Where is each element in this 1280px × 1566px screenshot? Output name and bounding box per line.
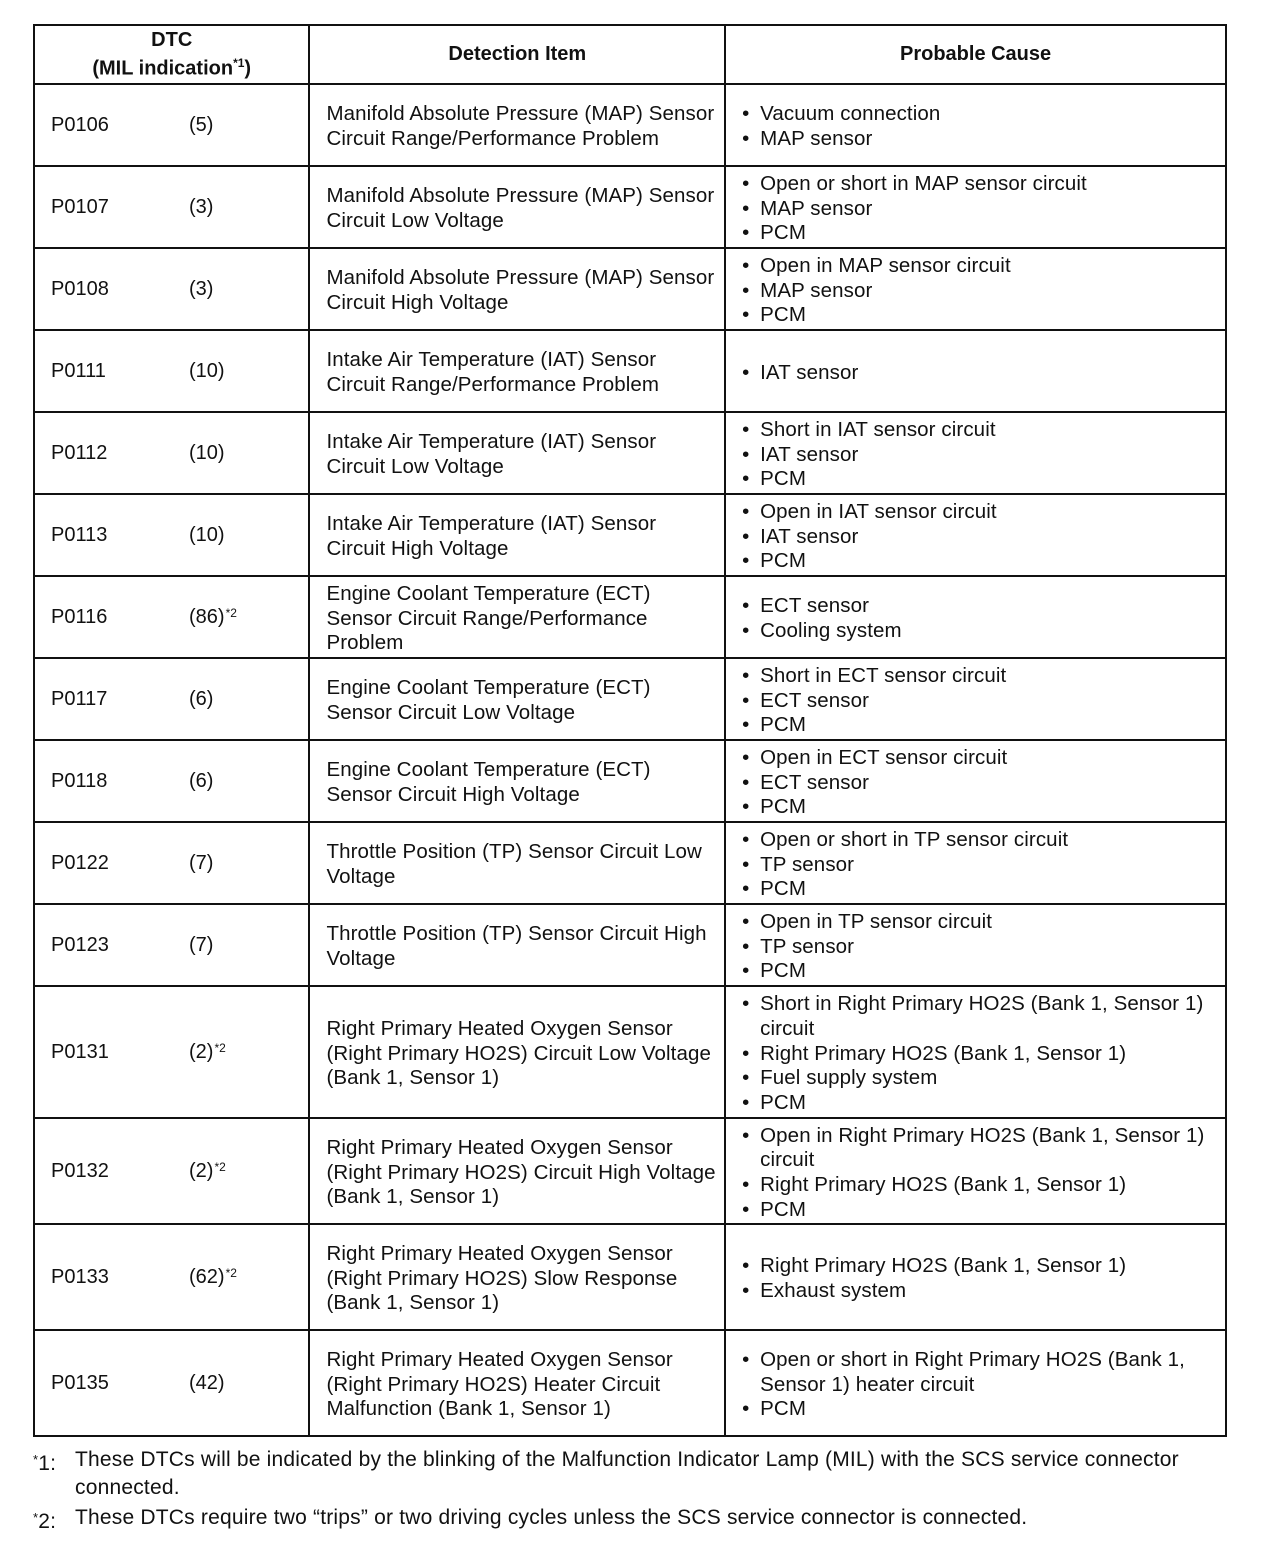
- dtc-code: P0106: [51, 113, 109, 136]
- probable-cause-item: • Open or short in Right Primary HO2S (Bank 1, Sensor 1) heater circuit: [742, 1348, 1219, 1397]
- detection-item: Throttle Position (TP) Sensor Circuit High Voltage: [326, 922, 707, 970]
- table-row: [34, 330, 1226, 412]
- probable-cause-item: • PCM: [742, 713, 1219, 738]
- dtc-cell-content: [35, 606, 308, 629]
- dtc-code: P0112: [51, 441, 108, 464]
- dtc-header-line1: DTC: [151, 28, 193, 51]
- probable-cause-cell: [725, 986, 1226, 1118]
- table-row: [34, 740, 1226, 822]
- dtc-cell: [34, 986, 309, 1118]
- mil-indication: [189, 524, 225, 547]
- dtc-cell: [34, 412, 309, 494]
- probable-cause-item: • PCM: [742, 549, 1219, 574]
- table-row: [34, 1330, 1226, 1436]
- probable-cause-cell: [725, 84, 1226, 166]
- table-header-row: [34, 25, 1226, 84]
- detection-item: Intake Air Temperature (IAT) Sensor Circuit Range/Performance Problem: [326, 348, 660, 396]
- dtc-cell-content: [35, 114, 308, 137]
- footnote-1-star: *: [33, 1452, 39, 1467]
- footnote-1-number: 1:: [38, 1452, 57, 1475]
- mil-blink-count: (2): [189, 1159, 214, 1182]
- probable-cause-cell: [725, 576, 1226, 658]
- dtc-table-body: [34, 84, 1226, 1436]
- dtc-cell: [34, 166, 309, 248]
- detection-item-cell: [309, 986, 725, 1118]
- footnote-2-mark: [33, 1504, 56, 1536]
- probable-cause-item: • PCM: [742, 877, 1219, 902]
- table-row: [34, 822, 1226, 904]
- mil-blink-count: (10): [189, 523, 225, 546]
- probable-cause-item: • Open in TP sensor circuit: [742, 910, 1219, 935]
- probable-cause-item: • Open in MAP sensor circuit: [742, 254, 1219, 279]
- dtc-cell: [34, 84, 309, 166]
- probable-cause-list: [726, 988, 1225, 1116]
- probable-cause-item: • PCM: [742, 1198, 1219, 1223]
- probable-cause-item: • ECT sensor: [742, 771, 1219, 796]
- mil-blink-count: (3): [189, 195, 214, 218]
- detection-item: Right Primary Heated Oxygen Sensor (Right Primary HO2S) Slow Response (Bank 1, Sensor 1): [326, 1241, 678, 1315]
- dtc-code: P0108: [51, 277, 109, 300]
- mil-indication: [189, 442, 225, 465]
- footnote-1-mark: [33, 1446, 56, 1478]
- dtc-code: P0122: [51, 851, 109, 874]
- mil-blink-count: (3): [189, 277, 214, 300]
- detection-item-cell: [309, 1224, 725, 1330]
- mil-indication: [189, 688, 213, 711]
- detection-item: Intake Air Temperature (IAT) Sensor Circuit Low Voltage: [326, 430, 657, 478]
- mil-blink-count: (6): [189, 769, 214, 792]
- dtc-code: P0132: [51, 1159, 109, 1182]
- detection-item: Right Primary Heated Oxygen Sensor (Right Primary HO2S) Circuit High Voltage (Bank 1, Sensor 1): [326, 1135, 716, 1209]
- mil-indication: [189, 1266, 237, 1289]
- dtc-cell: [34, 1224, 309, 1330]
- probable-cause-item: • Short in IAT sensor circuit: [742, 418, 1219, 443]
- probable-cause-item: • Short in ECT sensor circuit: [742, 664, 1219, 689]
- dtc-code: P0113: [51, 523, 108, 546]
- dtc-cell-content: [35, 278, 308, 301]
- dtc-cell-content: [35, 1160, 308, 1183]
- dtc-header-footnote-ref: *1: [233, 55, 245, 70]
- probable-cause-cell: [725, 412, 1226, 494]
- probable-cause-list: [726, 906, 1225, 984]
- footnote-1-text: These DTCs will be indicated by the blinking of the Malfunction Indicator Lamp (MIL) with the SCS service connector connected.: [75, 1448, 1179, 1499]
- mil-indication: [189, 114, 213, 137]
- dtc-code: P0118: [51, 769, 108, 792]
- mil-indication: [189, 1041, 226, 1064]
- probable-cause-item: • PCM: [742, 1397, 1219, 1422]
- dtc-header-close: ): [244, 57, 252, 80]
- dtc-code: P0123: [51, 933, 109, 956]
- detection-item: Engine Coolant Temperature (ECT) Sensor Circuit Range/Performance Problem: [326, 581, 651, 655]
- mil-indication: [189, 278, 213, 301]
- detection-item: Throttle Position (TP) Sensor Circuit Low Voltage: [326, 840, 702, 888]
- probable-cause-list: [726, 414, 1225, 492]
- mil-indication: [189, 606, 237, 629]
- detection-item-cell: [309, 330, 725, 412]
- probable-cause-cell: [725, 740, 1226, 822]
- dtc-header-line2: [35, 52, 308, 81]
- detection-item: Manifold Absolute Pressure (MAP) Sensor Circuit Range/Performance Problem: [326, 102, 715, 150]
- probable-cause-item: • Open or short in MAP sensor circuit: [742, 172, 1219, 197]
- probable-cause-item: • Vacuum connection: [742, 102, 1219, 127]
- cause-column-header: Probable Cause: [725, 25, 1226, 84]
- probable-cause-item: • Open in IAT sensor circuit: [742, 500, 1219, 525]
- probable-cause-list: [726, 824, 1225, 902]
- detection-item-cell: [309, 1118, 725, 1224]
- probable-cause-item: • Exhaust system: [742, 1279, 1219, 1304]
- detection-item-cell: [309, 822, 725, 904]
- mil-indication: [189, 934, 213, 957]
- dtc-cell: [34, 904, 309, 986]
- dtc-column-header: [34, 25, 309, 84]
- probable-cause-item: • MAP sensor: [742, 127, 1219, 152]
- footnote-2-star: *: [33, 1510, 39, 1525]
- footnote-ref: *2: [214, 1040, 226, 1055]
- probable-cause-item: • IAT sensor: [742, 443, 1219, 468]
- table-row: [34, 658, 1226, 740]
- detection-item-cell: [309, 904, 725, 986]
- detection-column-header: Detection Item: [309, 25, 725, 84]
- probable-cause-list: [726, 250, 1225, 328]
- probable-cause-item: • Short in Right Primary HO2S (Bank 1, Sensor 1) circuit: [742, 992, 1219, 1041]
- probable-cause-item: • PCM: [742, 303, 1219, 328]
- dtc-code: P0131: [51, 1040, 109, 1063]
- probable-cause-list: [726, 742, 1225, 820]
- footnote-2-text: These DTCs require two “trips” or two driving cycles unless the SCS service connector is connected.: [75, 1506, 1028, 1529]
- detection-item-cell: [309, 412, 725, 494]
- mil-indication: [189, 1372, 225, 1395]
- footnote-2: [33, 1504, 1233, 1532]
- dtc-code: P0117: [51, 687, 108, 710]
- probable-cause-item: • PCM: [742, 959, 1219, 984]
- detection-item-cell: [309, 576, 725, 658]
- dtc-cell-content: [35, 360, 308, 383]
- detection-item-cell: [309, 1330, 725, 1436]
- dtc-cell: [34, 1118, 309, 1224]
- dtc-cell-content: [35, 934, 308, 957]
- probable-cause-list: [726, 496, 1225, 574]
- probable-cause-list: [726, 1120, 1225, 1223]
- mil-blink-count: (2): [189, 1040, 214, 1063]
- mil-blink-count: (86): [189, 605, 225, 628]
- dtc-cell: [34, 248, 309, 330]
- detection-item: Engine Coolant Temperature (ECT) Sensor Circuit High Voltage: [326, 758, 651, 806]
- probable-cause-item: • Cooling system: [742, 619, 1219, 644]
- probable-cause-cell: [725, 1330, 1226, 1436]
- probable-cause-item: • Fuel supply system: [742, 1066, 1219, 1091]
- probable-cause-item: • PCM: [742, 1091, 1219, 1116]
- table-row: [34, 494, 1226, 576]
- table-row: [34, 576, 1226, 658]
- probable-cause-cell: [725, 1118, 1226, 1224]
- table-row: [34, 248, 1226, 330]
- table-row: [34, 986, 1226, 1118]
- detection-item-cell: [309, 84, 725, 166]
- mil-indication: [189, 1160, 226, 1183]
- dtc-cell: [34, 494, 309, 576]
- dtc-cell-content: [35, 1041, 308, 1064]
- probable-cause-cell: [725, 658, 1226, 740]
- dtc-cell: [34, 658, 309, 740]
- dtc-code: P0111: [51, 359, 106, 382]
- probable-cause-item: • IAT sensor: [742, 525, 1219, 550]
- probable-cause-list: [726, 168, 1225, 246]
- probable-cause-list: [726, 98, 1225, 151]
- dtc-header-mil-label: (MIL indication: [92, 57, 234, 80]
- mil-blink-count: (62): [189, 1265, 225, 1288]
- dtc-cell-content: [35, 770, 308, 793]
- probable-cause-item: • PCM: [742, 221, 1219, 246]
- probable-cause-item: • Right Primary HO2S (Bank 1, Sensor 1): [742, 1173, 1219, 1198]
- probable-cause-item: • Open in ECT sensor circuit: [742, 746, 1219, 771]
- mil-blink-count: (5): [189, 113, 214, 136]
- mil-indication: [189, 196, 213, 219]
- probable-cause-cell: [725, 166, 1226, 248]
- probable-cause-list: [726, 590, 1225, 643]
- table-row: [34, 1118, 1226, 1224]
- dtc-code: P0135: [51, 1371, 109, 1394]
- mil-blink-count: (7): [189, 851, 214, 874]
- dtc-code: P0107: [51, 195, 109, 218]
- probable-cause-cell: [725, 822, 1226, 904]
- detection-item: Manifold Absolute Pressure (MAP) Sensor Circuit Low Voltage: [326, 184, 715, 232]
- probable-cause-list: [726, 1344, 1225, 1422]
- mil-indication: [189, 852, 213, 875]
- probable-cause-list: [726, 1250, 1225, 1303]
- table-row: [34, 166, 1226, 248]
- detection-item-cell: [309, 166, 725, 248]
- dtc-cell-content: [35, 852, 308, 875]
- probable-cause-item: • MAP sensor: [742, 197, 1219, 222]
- probable-cause-cell: [725, 330, 1226, 412]
- mil-blink-count: (42): [189, 1371, 225, 1394]
- probable-cause-list: [726, 660, 1225, 738]
- dtc-cell: [34, 822, 309, 904]
- probable-cause-item: • Right Primary HO2S (Bank 1, Sensor 1): [742, 1042, 1219, 1067]
- probable-cause-list: [726, 357, 1225, 386]
- detection-item-cell: [309, 658, 725, 740]
- probable-cause-item: • ECT sensor: [742, 689, 1219, 714]
- dtc-cell-content: [35, 196, 308, 219]
- dtc-cell: [34, 1330, 309, 1436]
- mil-blink-count: (7): [189, 933, 214, 956]
- probable-cause-cell: [725, 494, 1226, 576]
- footnote-ref: *2: [225, 605, 237, 620]
- dtc-cell-content: [35, 1266, 308, 1289]
- table-row: [34, 84, 1226, 166]
- footnotes: [33, 1446, 1233, 1534]
- detection-item-cell: [309, 740, 725, 822]
- detection-item: Manifold Absolute Pressure (MAP) Sensor Circuit High Voltage: [326, 266, 715, 314]
- probable-cause-cell: [725, 248, 1226, 330]
- mil-blink-count: (10): [189, 441, 225, 464]
- probable-cause-item: • TP sensor: [742, 853, 1219, 878]
- detection-item-cell: [309, 248, 725, 330]
- probable-cause-cell: [725, 904, 1226, 986]
- dtc-cell-content: [35, 1372, 308, 1395]
- mil-indication: [189, 770, 213, 793]
- table-row: [34, 1224, 1226, 1330]
- dtc-table: [33, 24, 1227, 1437]
- detection-item-cell: [309, 494, 725, 576]
- detection-item: Right Primary Heated Oxygen Sensor (Right Primary HO2S) Circuit Low Voltage (Bank 1, Sensor 1): [326, 1016, 711, 1090]
- footnote-ref: *2: [225, 1265, 237, 1280]
- probable-cause-item: • MAP sensor: [742, 279, 1219, 304]
- probable-cause-item: • Right Primary HO2S (Bank 1, Sensor 1): [742, 1254, 1219, 1279]
- dtc-code: P0133: [51, 1265, 109, 1288]
- table-row: [34, 412, 1226, 494]
- dtc-cell: [34, 576, 309, 658]
- mil-indication: [189, 360, 225, 383]
- probable-cause-cell: [725, 1224, 1226, 1330]
- dtc-cell-content: [35, 688, 308, 711]
- probable-cause-item: • Open or short in TP sensor circuit: [742, 828, 1219, 853]
- mil-blink-count: (10): [189, 359, 225, 382]
- detection-item: Engine Coolant Temperature (ECT) Sensor Circuit Low Voltage: [326, 676, 651, 724]
- dtc-cell-content: [35, 442, 308, 465]
- probable-cause-item: • ECT sensor: [742, 594, 1219, 619]
- dtc-cell: [34, 740, 309, 822]
- probable-cause-item: • IAT sensor: [742, 361, 1219, 386]
- table-row: [34, 904, 1226, 986]
- detection-item: Right Primary Heated Oxygen Sensor (Right Primary HO2S) Heater Circuit Malfunction (Bank 1, Sensor 1): [326, 1347, 673, 1421]
- dtc-code: P0116: [51, 605, 108, 628]
- probable-cause-item: • PCM: [742, 795, 1219, 820]
- dtc-cell: [34, 330, 309, 412]
- footnote-2-number: 2:: [38, 1510, 57, 1533]
- probable-cause-item: • Open in Right Primary HO2S (Bank 1, Sensor 1) circuit: [742, 1124, 1219, 1173]
- mil-blink-count: (6): [189, 687, 214, 710]
- probable-cause-item: • TP sensor: [742, 935, 1219, 960]
- probable-cause-item: • PCM: [742, 467, 1219, 492]
- footnote-1: [33, 1446, 1233, 1502]
- footnote-ref: *2: [214, 1159, 226, 1174]
- detection-item: Intake Air Temperature (IAT) Sensor Circuit High Voltage: [326, 512, 657, 560]
- dtc-cell-content: [35, 524, 308, 547]
